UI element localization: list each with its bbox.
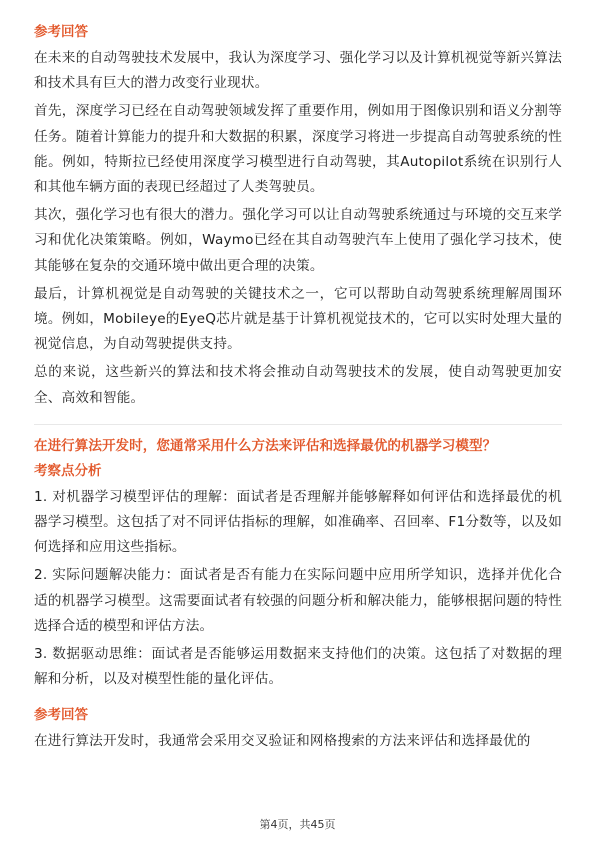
page-content [34,22,562,758]
answer-paragraph: 总的来说，这些新兴的算法和技术将会推动自动驾驶技术的发展，使自动驾驶更加安全、高效和智能。 [34,364,562,406]
reference-answer-heading-2: 参考回答 [34,707,88,724]
answer-paragraph: 在进行算法开发时，我通常会采用交叉验证和网格搜索的方法来评估和选择最优的 [34,733,531,750]
answer-paragraph: 最后，计算机视觉是自动驾驶的关键技术之一，它可以帮助自动驾驶系统理解周围环境。例如，Mobileye的EyeQ芯片就是基于计算机视觉技术的，它可以实时处理大量的视觉信息，为自动驾驶提供支持。 [34,285,562,353]
answer-paragraph: 首先，深度学习已经在自动驾驶领域发挥了重要作用，例如用于图像识别和语义分割等任务。随着计算能力的提升和大数据的积累，深度学习将进一步提高自动驾驶系统的性能。例如，特斯拉已经使用深度学习模型进行自动驾驶，其Autopilot系统在识别行人和其他车辆方面的表现已经超过了人类驾驶员。 [34,103,562,196]
spacer [34,695,562,705]
analysis-heading: 考察点分析 [34,462,102,479]
interview-question: 在进行算法开发时，您通常采用什么方法来评估和选择最优的机器学习模型？ [34,437,497,454]
analysis-item: 2. 实际问题解决能力：面试者是否有能力在实际问题中应用所学知识，选择并优化合适的机器学习模型。这需要面试者有较强的问题分析和解决能力，能够根据问题的特性选择合适的模型和评估方法。 [34,567,562,634]
answer-paragraph: 在未来的自动驾驶技术发展中，我认为深度学习、强化学习以及计算机视觉等新兴算法和技术具有巨大的潜力改变行业现状。 [34,50,562,92]
analysis-item: 1. 对机器学习模型评估的理解：面试者是否理解并能够解释如何评估和选择最优的机器学习模型。这包括了对不同评估指标的理解，如准确率、召回率、F1分数等，以及如何选择和应用这些指标。 [34,488,562,556]
answer-paragraph: 其次，强化学习也有很大的潜力。强化学习可以让自动驾驶系统通过与环境的交互来学习和优化决策策略。例如，Waymo已经在其自动驾驶汽车上使用了强化学习技术，使其能够在复杂的交通环境中做出更合理的决策。 [34,207,562,274]
section-divider [34,424,562,425]
reference-answer-heading: 参考回答 [34,24,88,40]
analysis-item: 3. 数据驱动思维：面试者是否能够运用数据来支持他们的决策。这包括了对数据的理解和分析，以及对模型性能的量化评估。 [34,646,562,688]
page-number-footer: 第4页，共45页 [259,818,336,831]
